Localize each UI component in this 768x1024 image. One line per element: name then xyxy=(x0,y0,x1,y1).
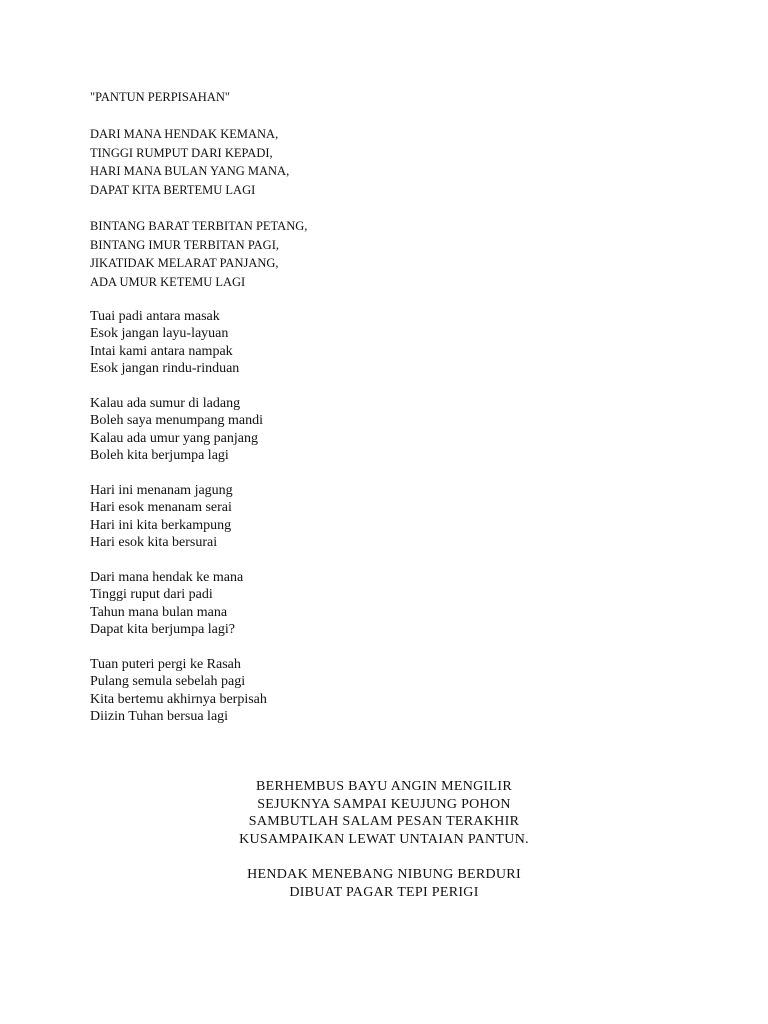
centered-line: SEJUKNYA SAMPAI KEUJUNG POHON xyxy=(257,796,511,812)
stanza-7 xyxy=(90,656,267,726)
stanza-line: BINTANG BARAT TERBITAN PETANG, xyxy=(90,219,308,233)
stanza-line: Hari ini menanam jagung xyxy=(90,483,233,498)
stanza-line: Tahun mana bulan mana xyxy=(90,604,228,620)
centered-stanza-1 xyxy=(0,778,768,848)
poem-title: "PANTUN PERPISAHAN" xyxy=(90,90,230,104)
stanza-line: TINGGI RUMPUT DARI KEPADI, xyxy=(90,145,273,160)
stanza-line: Boleh kita berjumpa lagi xyxy=(90,448,229,464)
stanza-line: Hari ini kita berkampung xyxy=(90,517,232,533)
centered-line: BERHEMBUS BAYU ANGIN MENGILIR xyxy=(256,779,512,794)
stanza-line: Hari esok menanam serai xyxy=(90,500,232,516)
stanza-line: Tinggi ruput dari padi xyxy=(90,587,213,603)
stanza-line: Kalau ada umur yang panjang xyxy=(90,430,258,446)
stanza-line: Dari mana hendak ke mana xyxy=(90,570,244,585)
stanza-4 xyxy=(90,395,263,465)
stanza-line: Tuai padi antara masak xyxy=(90,309,220,324)
stanza-5 xyxy=(90,482,233,552)
stanza-line: DAPAT KITA BERTEMU LAGI xyxy=(90,183,256,198)
centered-stanza-2 xyxy=(0,866,768,901)
stanza-line: Intai kami antara nampak xyxy=(90,343,233,359)
stanza-line: Hari esok kita bersurai xyxy=(90,535,218,551)
stanza-line: HARI MANA BULAN YANG MANA, xyxy=(90,164,290,179)
stanza-line: BINTANG IMUR TERBITAN PAGI, xyxy=(90,237,279,252)
stanza-line: Pulang semula sebelah pagi xyxy=(90,674,246,690)
stanza-line: Dapat kita berjumpa lagi? xyxy=(90,622,235,638)
stanza-line: Tuan puteri pergi ke Rasah xyxy=(90,657,241,672)
centered-line: KUSAMPAIKAN LEWAT UNTAIAN PANTUN. xyxy=(239,831,529,847)
stanza-line: Esok jangan layu-layuan xyxy=(90,326,229,342)
stanza-line: Kita bertemu akhirnya berpisah xyxy=(90,691,267,707)
stanza-line: ADA UMUR KETEMU LAGI xyxy=(90,275,246,290)
stanza-6 xyxy=(90,569,243,639)
stanza-line: Kalau ada sumur di ladang xyxy=(90,396,241,411)
stanza-line: Boleh saya menumpang mandi xyxy=(90,413,264,429)
stanza-line: DARI MANA HENDAK KEMANA, xyxy=(90,127,279,141)
centered-line: DIBUAT PAGAR TEPI PERIGI xyxy=(289,884,479,900)
stanza-line: JIKATIDAK MELARAT PANJANG, xyxy=(90,256,279,271)
stanza-2 xyxy=(90,217,307,292)
stanza-1 xyxy=(90,125,289,200)
stanza-line: Esok jangan rindu-rinduan xyxy=(90,361,240,377)
stanza-3 xyxy=(90,308,239,378)
centered-line: SAMBUTLAH SALAM PESAN TERAKHIR xyxy=(248,814,520,829)
centered-line: HENDAK MENEBANG NIBUNG BERDURI xyxy=(247,867,521,882)
stanza-line: Diizin Tuhan bersua lagi xyxy=(90,709,229,725)
